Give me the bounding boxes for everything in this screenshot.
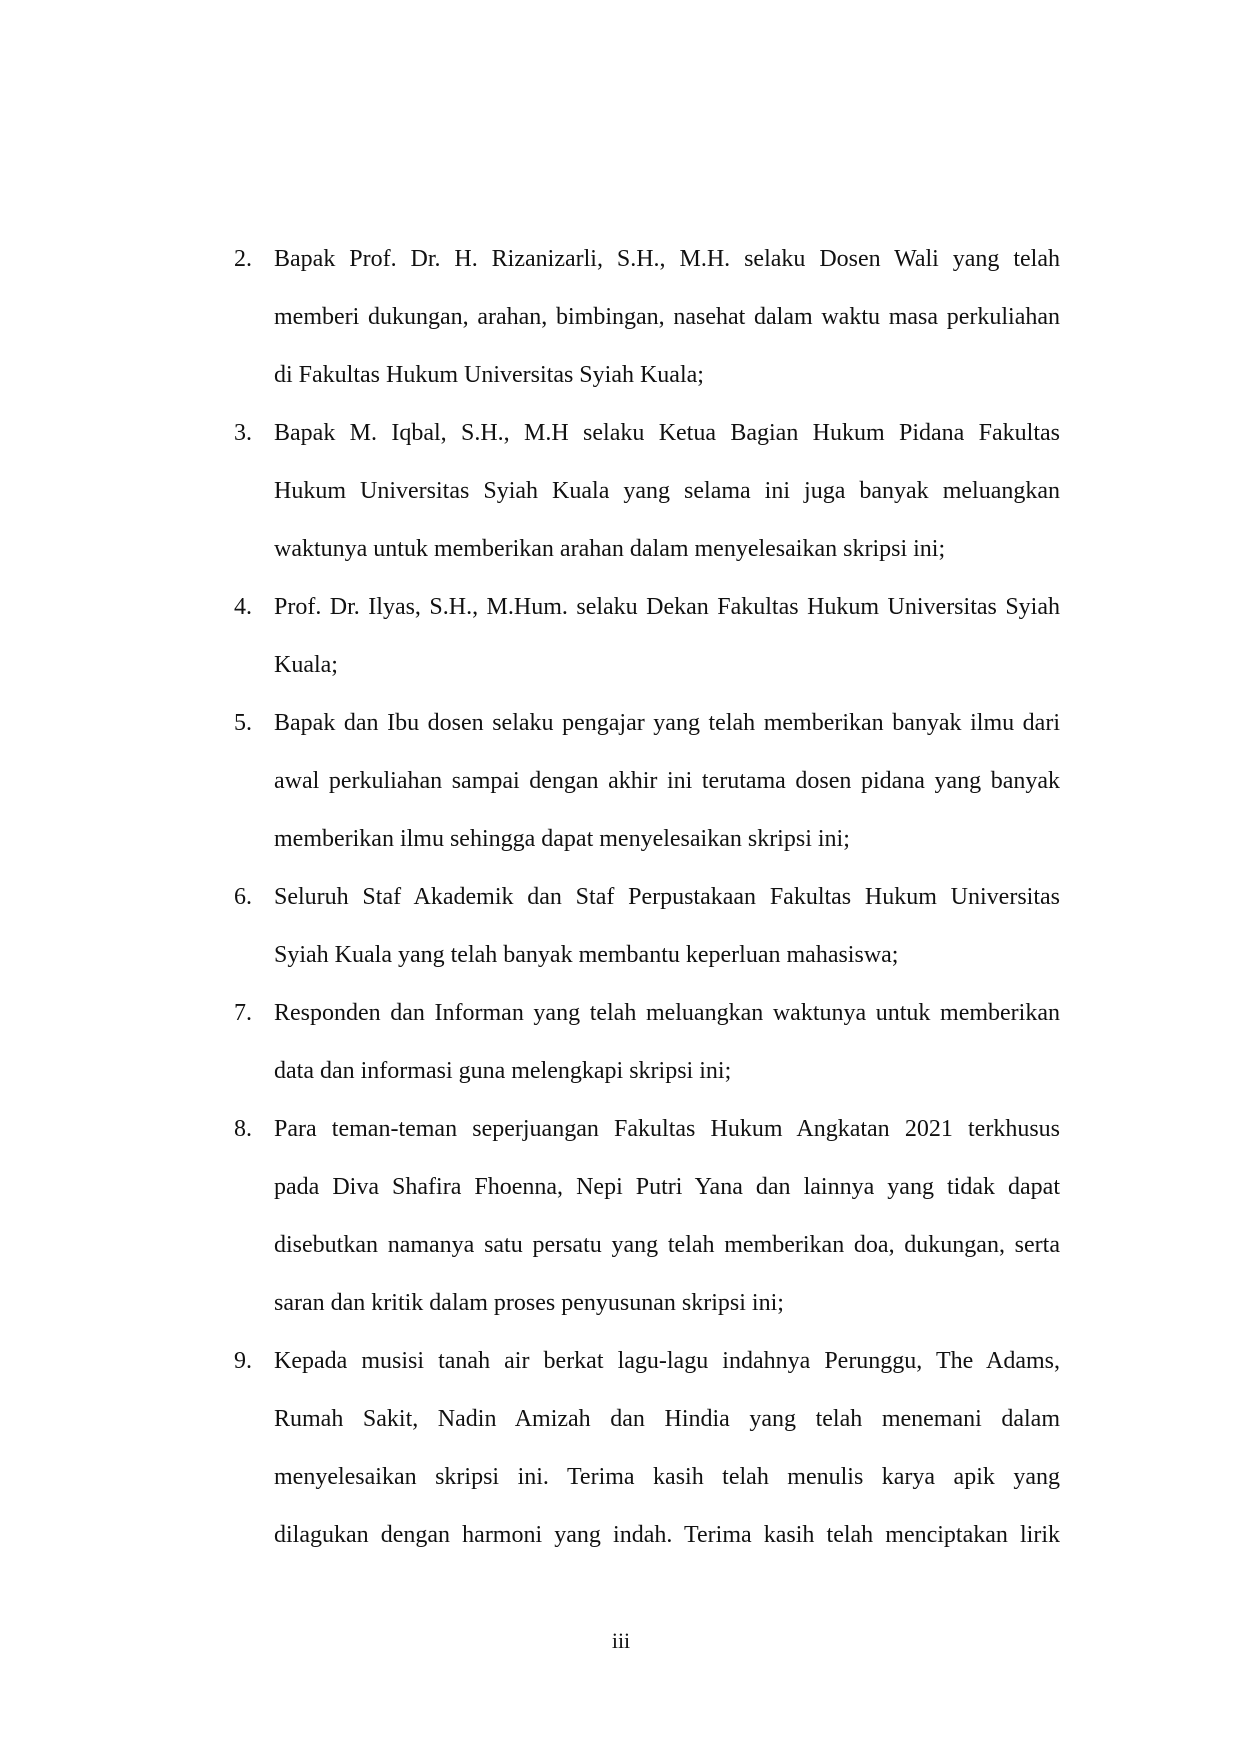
list-item-line: awal perkuliahan sampai dengan akhir ini terutama dosen pidana yang banyak — [274, 768, 1060, 794]
list-item-number: 8. — [234, 1116, 252, 1142]
acknowledgement-list — [234, 230, 1060, 1564]
list-item — [234, 868, 1060, 984]
list-item — [234, 578, 1060, 694]
list-item-line: Bapak Prof. Dr. H. Rizanizarli, S.H., M.H. selaku Dosen Wali yang telah — [274, 246, 1060, 272]
list-item-line: memberikan ilmu sehingga dapat menyelesaikan skripsi ini; — [274, 826, 850, 852]
list-item-line: Syiah Kuala yang telah banyak membantu keperluan mahasiswa; — [274, 942, 899, 968]
list-item-line: Rumah Sakit, Nadin Amizah dan Hindia yang telah menemani dalam — [274, 1406, 1060, 1432]
list-item-line: memberi dukungan, arahan, bimbingan, nasehat dalam waktu masa perkuliahan — [274, 304, 1060, 330]
list-item-number: 5. — [234, 710, 252, 736]
list-item-number: 9. — [234, 1348, 252, 1374]
list-item-line: Kepada musisi tanah air berkat lagu-lagu indahnya Perunggu, The Adams, — [274, 1348, 1060, 1374]
list-item-number: 2. — [234, 246, 252, 272]
list-item — [234, 230, 1060, 404]
list-item-line: dilagukan dengan harmoni yang indah. Terima kasih telah menciptakan lirik — [274, 1522, 1060, 1548]
list-item-line: Bapak M. Iqbal, S.H., M.H selaku Ketua Bagian Hukum Pidana Fakultas — [274, 420, 1060, 446]
list-item-line: saran dan kritik dalam proses penyusunan skripsi ini; — [274, 1290, 784, 1316]
list-item — [234, 694, 1060, 868]
list-item — [234, 984, 1060, 1100]
page-number: iii — [611, 1628, 631, 1653]
list-item-line: Hukum Universitas Syiah Kuala yang selama ini juga banyak meluangkan — [274, 478, 1060, 504]
list-item-line: waktunya untuk memberikan arahan dalam menyelesaikan skripsi ini; — [274, 536, 946, 562]
list-item-line: Kuala; — [274, 652, 338, 678]
list-item-line: data dan informasi guna melengkapi skripsi ini; — [274, 1058, 732, 1084]
list-item-line: Para teman-teman seperjuangan Fakultas Hukum Angkatan 2021 terkhusus — [274, 1116, 1060, 1142]
list-item-line: Responden dan Informan yang telah meluangkan waktunya untuk memberikan — [274, 1000, 1060, 1026]
list-item-line: Seluruh Staf Akademik dan Staf Perpustakaan Fakultas Hukum Universitas — [274, 884, 1060, 910]
list-item — [234, 404, 1060, 578]
list-item — [234, 1332, 1060, 1564]
list-item-number: 6. — [234, 884, 252, 910]
list-item-line: pada Diva Shafira Fhoenna, Nepi Putri Yana dan lainnya yang tidak dapat — [274, 1174, 1060, 1200]
list-item — [234, 1100, 1060, 1332]
list-item-number: 4. — [234, 594, 252, 620]
list-item-line: di Fakultas Hukum Universitas Syiah Kuala; — [274, 362, 704, 388]
list-item-line: Bapak dan Ibu dosen selaku pengajar yang telah memberikan banyak ilmu dari — [274, 710, 1060, 736]
list-item-line: disebutkan namanya satu persatu yang telah memberikan doa, dukungan, serta — [274, 1232, 1060, 1258]
list-item-number: 7. — [234, 1000, 252, 1026]
list-item-number: 3. — [234, 420, 252, 446]
list-item-line: Prof. Dr. Ilyas, S.H., M.Hum. selaku Dekan Fakultas Hukum Universitas Syiah — [274, 594, 1060, 620]
list-item-line: menyelesaikan skripsi ini. Terima kasih telah menulis karya apik yang — [274, 1464, 1060, 1490]
